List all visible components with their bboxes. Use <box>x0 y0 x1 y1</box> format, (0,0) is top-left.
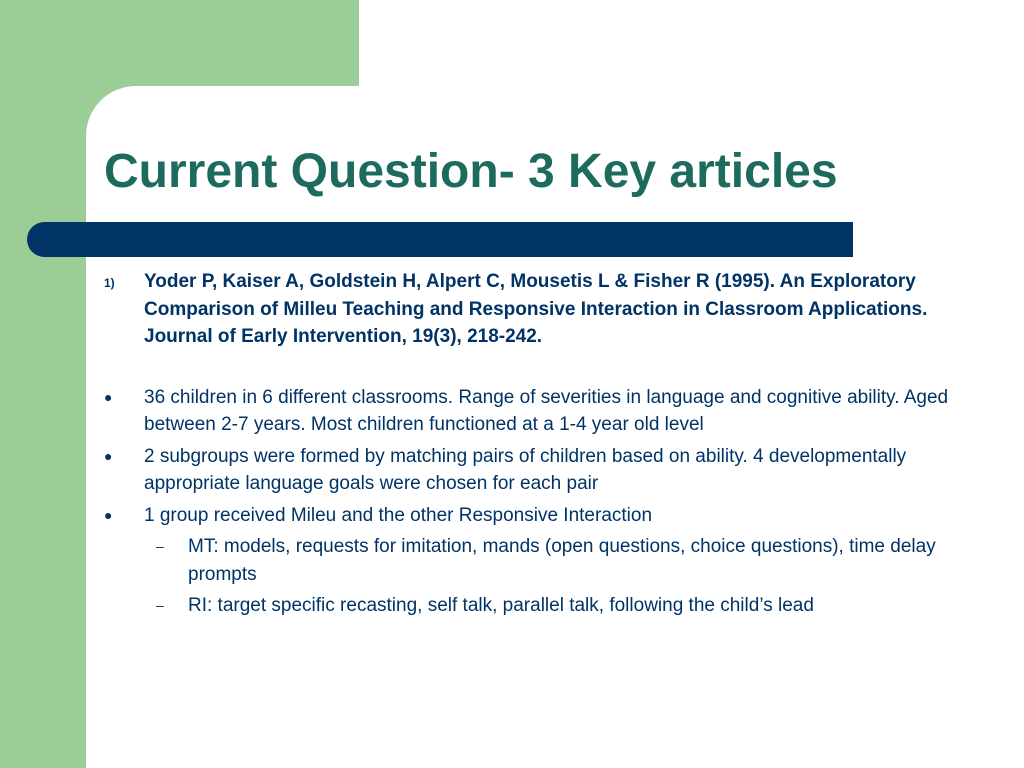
dash-icon: – <box>156 597 164 613</box>
bullet-text: 2 subgroups were formed by matching pairs of children based on ability. 4 developmentally appropriate language goals were chosen for each pair <box>144 445 907 494</box>
bullet-text: 1 group received Mileu and the other Responsive Interaction <box>144 504 653 526</box>
bullet-icon: ● <box>104 506 113 523</box>
bullet-text: 36 children in 6 different classrooms. Range of severities in language and cognitive ability. Aged between 2-7 years. Most children functioned at a 1-4 year old level <box>144 386 949 435</box>
sub-list-item <box>104 592 974 620</box>
slide-title: Current Question- 3 Key articles <box>104 145 838 198</box>
sub-bullet-text: MT: models, requests for imitation, mands (open questions, choice questions), time delay prompts <box>188 536 936 585</box>
bullet-icon: ● <box>104 447 113 464</box>
sub-list-item <box>104 533 974 588</box>
list-item <box>104 502 974 530</box>
reference-text: Yoder P, Kaiser A, Goldstein H, Alpert C, Mousetis L & Fisher R (1995). An Exploratory Comparison of Milleu Teaching and Responsive Interaction in Classroom Applications. Journal of Early Intervention, 19(3), 218-242. <box>144 271 928 347</box>
reference-number: 1) <box>104 276 115 290</box>
list-item <box>104 384 974 439</box>
reference-item <box>104 268 974 351</box>
bullet-icon: ● <box>104 388 113 405</box>
dash-icon: – <box>156 538 164 554</box>
slide-body <box>104 268 974 624</box>
sub-bullet-text: RI: target specific recasting, self talk, parallel talk, following the child’s lead <box>188 595 814 616</box>
list-item <box>104 443 974 498</box>
title-underline-bar <box>27 222 853 257</box>
